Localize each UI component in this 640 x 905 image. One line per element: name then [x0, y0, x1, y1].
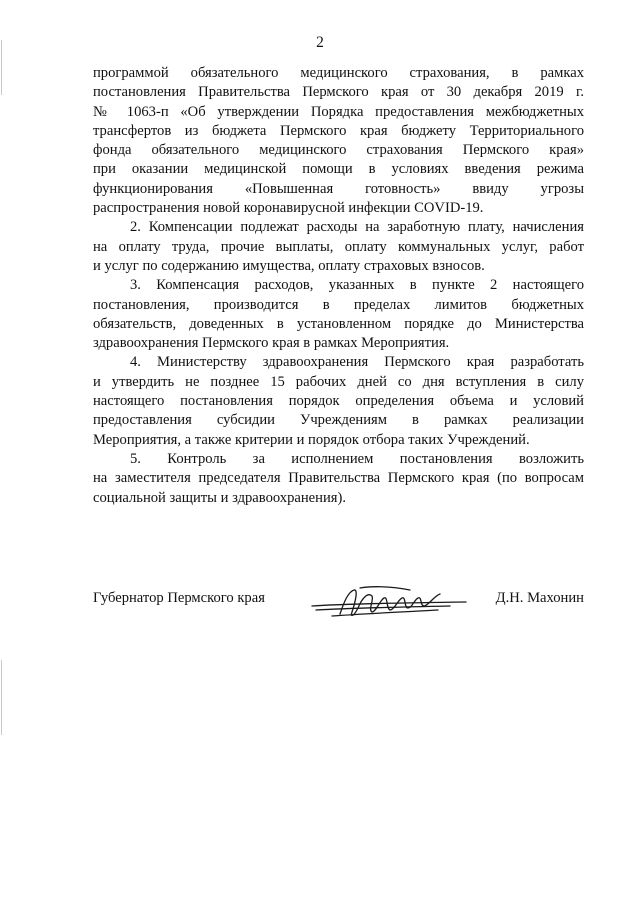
text-line: 5. Контроль за исполнением постановления возложить — [130, 450, 584, 467]
text-line: и услуг по содержанию имущества, оплату страховых взносов. — [93, 257, 485, 274]
text-line: социальной защиты и здравоохранения). — [93, 489, 347, 506]
text-line: постановления Правительства Пермского края от 30 декабря 2019 г. — [93, 84, 584, 101]
signatory-position: Губернатор Пермского края — [93, 590, 265, 606]
text-line: 4. Министерству здравоохранения Пермского края разработать — [130, 354, 584, 371]
text-line: предоставления субсидии Учреждениям в рамках реализации — [93, 412, 584, 429]
text-line: обязательств, доведенных в установленном порядке до Министерства — [93, 315, 584, 332]
text-line: при оказании медицинской помощи в условиях введения режима — [93, 161, 584, 178]
text-line: программой обязательного медицинского страхования, в рамках — [93, 65, 584, 81]
text-line: на заместителя председателя Правительства Пермского края (по вопросам — [93, 470, 584, 487]
document-body — [93, 64, 584, 508]
handwritten-signature — [310, 582, 470, 622]
text-line: 3. Компенсация расходов, указанных в пункте 2 настоящего — [130, 277, 584, 294]
text-line: № 1063-п «Об утверждении Порядка предоставления межбюджетных — [93, 103, 584, 120]
text-line: фонда обязательного медицинского страхования Пермского края» — [93, 142, 584, 159]
text-line: функционирования «Повышенная готовность» ввиду угрозы — [93, 180, 584, 197]
text-line: 2. Компенсации подлежат расходы на заработную плату, начисления — [130, 219, 584, 236]
text-line: постановления, производится в пределах лимитов бюджетных — [93, 296, 584, 313]
text-line: здравоохранения Пермского края в рамках Мероприятия. — [93, 335, 450, 352]
scan-edge-mark — [1, 660, 2, 735]
text-line: трансфертов из бюджета Пермского края бюджету Территориального — [93, 122, 584, 139]
signature-block — [93, 588, 584, 628]
text-line: Мероприятия, а также критерии и порядок отбора таких Учреждений. — [93, 431, 530, 448]
text-line: на оплату труда, прочие выплаты, оплату коммунальных услуг, работ — [93, 238, 584, 255]
text-line: настоящего постановления порядок определения объема и условий — [93, 393, 584, 410]
text-line: распространения новой коронавирусной инфекции COVID-19. — [93, 200, 484, 217]
page-number: 2 — [316, 34, 324, 51]
text-line: и утвердить не позднее 15 рабочих дней со дня вступления в силу — [93, 373, 584, 390]
signatory-name: Д.Н. Махонин — [495, 590, 584, 606]
